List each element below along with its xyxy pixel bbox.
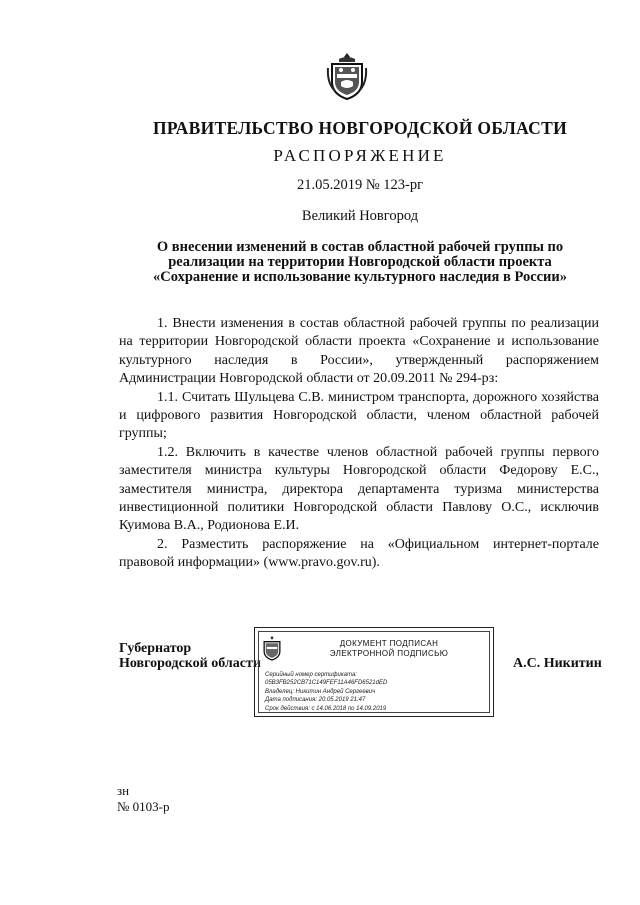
footer-initials: зн bbox=[117, 783, 130, 798]
body-paragraph: 1. Внести изменения в состав областной рабочей группы по реализации на территории Новгородской области проекта «Сохранение и использование культурного наследия в России», утвержденный распоряжением Администрации Новгородской области от 20.09.2011 № 294-рз: bbox=[119, 316, 599, 387]
body-paragraph: 1.2. Включить в качестве членов областной рабочей группы первого заместителя министра культуры Новгородской области Федорову Е.С., заместителя министра, директора департамента туризма министерства инвестиционной политики Новгородской области Павлову О.С., исключив Куимова В.А., Родионова Е.И. bbox=[119, 444, 599, 534]
document-type-title: РАСПОРЯЖЕНИЕ bbox=[273, 146, 447, 165]
body-paragraph: 2. Разместить распоряжение на «Официальном интернет-портале правовой информации» (www.pravo.gov.ru). bbox=[119, 536, 599, 571]
signer-position-line: Новгородской области bbox=[119, 656, 261, 671]
order-date-number: 21.05.2019 № 123-рг bbox=[296, 177, 424, 193]
stamp-detail-line: 05B3FB252CB71C149FEF11A46FD6521dED bbox=[265, 680, 388, 687]
electronic-signature-stamp bbox=[254, 627, 494, 717]
stamp-emblem-icon bbox=[261, 635, 283, 661]
stamp-details bbox=[265, 671, 491, 713]
coat-of-arms-emblem bbox=[326, 52, 368, 100]
stamp-detail-line: Срок действия: с 14.06.2018 по 14.09.2019 bbox=[265, 705, 387, 712]
signer-name: А.С. Никитин bbox=[513, 656, 602, 671]
stamp-heading-line: ДОКУМЕНТ ПОДПИСАН bbox=[339, 639, 439, 648]
subject-line: реализации на территории Новгородской области проекта bbox=[168, 254, 552, 270]
signer-position bbox=[119, 641, 261, 671]
stamp-detail-line: Дата подписания: 20.05.2019 21:47 bbox=[265, 697, 366, 704]
footer-number: № 0103-р bbox=[117, 799, 170, 814]
government-title: ПРАВИТЕЛЬСТВО НОВГОРОДСКОЙ ОБЛАСТИ bbox=[153, 118, 567, 138]
subject-line: О внесении изменений в состав областной рабочей группы по bbox=[156, 239, 564, 255]
document-subject bbox=[120, 240, 600, 285]
city-name: Великий Новгород bbox=[301, 208, 419, 224]
document-body bbox=[119, 315, 599, 573]
document-footer bbox=[117, 783, 169, 815]
stamp-detail-line: Владелец: Никитин Андрей Сергеевич bbox=[265, 688, 376, 695]
signer-position-line: Губернатор bbox=[119, 641, 192, 656]
body-paragraph: 1.1. Считать Шульцева С.В. министром транспорта, дорожного хозяйства и цифрового развития Новгородской области, членом областной рабочей группы; bbox=[119, 389, 599, 442]
stamp-heading-line: ЭЛЕКТРОННОЙ ПОДПИСЬЮ bbox=[329, 649, 449, 658]
subject-line: «Сохранение и использование культурного наследия в России» bbox=[152, 269, 568, 285]
stamp-heading bbox=[289, 639, 489, 659]
stamp-detail-line: Серийный номер сертификата: bbox=[265, 672, 357, 678]
